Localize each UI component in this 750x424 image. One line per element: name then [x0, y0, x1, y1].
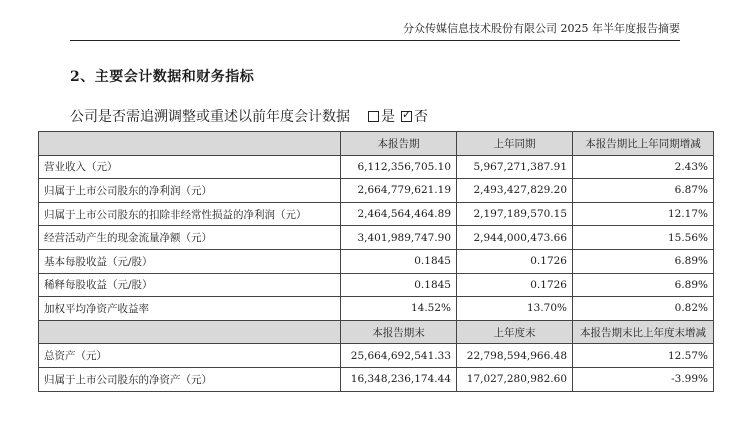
table-row — [39, 344, 714, 368]
row-label: 归属于上市公司股东的净资产（元） — [39, 367, 341, 391]
table-row — [39, 273, 714, 297]
prior-value: 13.70% — [457, 297, 573, 321]
column-header: 上年同期 — [457, 132, 573, 156]
table-row — [39, 297, 714, 321]
column-header: 上年度末 — [457, 320, 573, 344]
change-value: 12.17% — [573, 202, 714, 226]
row-label: 归属于上市公司股东的扣除非经常性损益的净利润（元） — [39, 202, 341, 226]
current-value: 2,664,779,621.19 — [341, 179, 457, 203]
restatement-question: 公司是否需追溯调整或重述以前年度会计数据 — [70, 109, 350, 125]
current-value: 16,348,236,174.44 — [341, 367, 457, 391]
current-value: 2,464,564,464.89 — [341, 202, 457, 226]
row-label: 基本每股收益（元/股） — [39, 249, 341, 273]
current-value: 0.1845 — [341, 273, 457, 297]
table-header-row — [39, 132, 714, 156]
table-row — [39, 249, 714, 273]
header-text: 分众传媒信息技术股份有限公司 2025 年半年度报告摘要 — [403, 22, 680, 35]
row-label: 稀释每股收益（元/股） — [39, 273, 341, 297]
prior-value: 5,967,271,387.91 — [457, 155, 573, 179]
row-label: 营业收入（元） — [39, 155, 341, 179]
table-row — [39, 179, 714, 203]
change-value: 6.89% — [573, 273, 714, 297]
financial-indicators-table — [38, 131, 714, 392]
table-row — [39, 367, 714, 391]
column-header: 本报告期末比上年度末增减 — [573, 320, 714, 344]
prior-value: 22,798,594,966.48 — [457, 344, 573, 368]
table-row — [39, 202, 714, 226]
option-no-label: 否 — [414, 109, 428, 125]
option-no — [401, 106, 428, 126]
column-header: 本报告期末 — [341, 320, 457, 344]
change-value: 6.87% — [573, 179, 714, 203]
column-header: 本报告期 — [341, 132, 457, 156]
current-value: 25,664,692,541.33 — [341, 344, 457, 368]
prior-value: 0.1726 — [457, 249, 573, 273]
current-value: 3,401,989,747.90 — [341, 226, 457, 250]
prior-value: 2,944,000,473.66 — [457, 226, 573, 250]
document-header — [70, 22, 680, 41]
change-value: 12.57% — [573, 344, 714, 368]
option-yes — [368, 106, 395, 126]
change-value: -3.99% — [573, 367, 714, 391]
table-row — [39, 226, 714, 250]
current-value: 0.1845 — [341, 249, 457, 273]
table-header-row — [39, 320, 714, 344]
column-header: 本报告期比上年同期增减 — [573, 132, 714, 156]
restatement-line — [70, 106, 428, 126]
header-blank-cell — [39, 320, 341, 344]
option-yes-label: 是 — [381, 109, 395, 125]
prior-value: 17,027,280,982.60 — [457, 367, 573, 391]
row-label: 总资产（元） — [39, 344, 341, 368]
change-value: 2.43% — [573, 155, 714, 179]
prior-value: 0.1726 — [457, 273, 573, 297]
prior-value: 2,493,427,829.20 — [457, 179, 573, 203]
prior-value: 2,197,189,570.15 — [457, 202, 573, 226]
current-value: 6,112,356,705.10 — [341, 155, 457, 179]
change-value: 6.89% — [573, 249, 714, 273]
current-value: 14.52% — [341, 297, 457, 321]
row-label: 经营活动产生的现金流量净额（元） — [39, 226, 341, 250]
row-label: 加权平均净资产收益率 — [39, 297, 341, 321]
change-value: 0.82% — [573, 297, 714, 321]
section-title: 2、主要会计数据和财务指标 — [70, 69, 255, 85]
change-value: 15.56% — [573, 226, 714, 250]
row-label: 归属于上市公司股东的净利润（元） — [39, 179, 341, 203]
unchecked-box-icon — [368, 111, 379, 122]
checked-box-icon: ✓ — [402, 107, 412, 121]
header-blank-cell — [39, 132, 341, 156]
table-row — [39, 155, 714, 179]
